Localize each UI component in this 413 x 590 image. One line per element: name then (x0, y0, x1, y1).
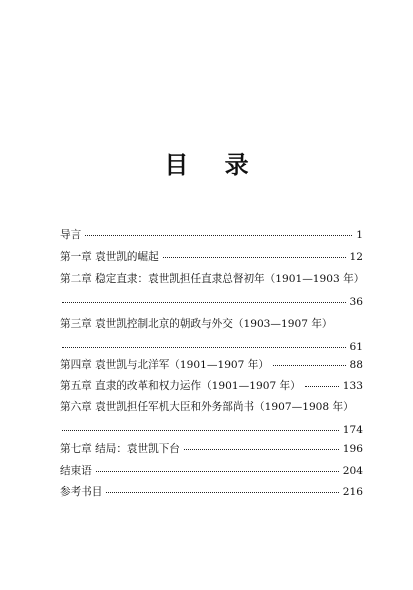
toc-entry-title: 第六章 袁世凯担任军机大臣和外务部尚书（1907—1908 年） (60, 401, 354, 413)
dot-leader (163, 256, 346, 258)
toc-entry-page: 36 (349, 296, 363, 308)
dot-leader (106, 491, 338, 493)
page-title: 目 录 (164, 150, 263, 179)
toc-entry-page: 204 (342, 465, 363, 477)
toc-entry-title: 第四章 袁世凯与北洋军（1901—1907 年） (60, 359, 269, 371)
toc-entry-page: 88 (349, 359, 363, 371)
toc-entry-title: 第七章 结局：袁世凯下台 (60, 443, 180, 455)
toc-entry-title: 第三章 袁世凯控制北京的朝政与外交（1903—1907 年） (60, 318, 333, 330)
toc-entry-chapter-2[interactable] (60, 272, 363, 309)
toc-entry-chapter-6[interactable] (60, 400, 363, 437)
dot-leader (96, 470, 339, 472)
toc-entry-page: 61 (349, 341, 363, 353)
toc-entry-chapter-5[interactable] (60, 379, 363, 393)
dot-leader (273, 364, 346, 366)
dot-leader (85, 234, 352, 236)
toc-entry-chapter-1[interactable] (60, 250, 363, 264)
toc-entry-title: 第一章 袁世凯的崛起 (60, 251, 159, 263)
toc-entry-title: 参考书目 (60, 486, 103, 498)
toc-entry-introduction[interactable] (60, 228, 363, 242)
toc-entry-chapter-4[interactable] (60, 358, 363, 372)
toc-entry-title: 第二章 稳定直隶：袁世凯担任直隶总督初年（1901—1903 年） (60, 273, 365, 285)
toc-entry-conclusion[interactable] (60, 464, 363, 478)
toc-entry-page: 174 (342, 424, 363, 436)
toc-entry-page: 216 (342, 486, 363, 498)
toc-entry-page: 12 (349, 251, 363, 263)
dot-leader (62, 429, 339, 431)
dot-leader (62, 346, 346, 348)
toc-entry-page: 1 (356, 229, 363, 241)
toc-entry-page: 196 (342, 443, 363, 455)
toc-entry-title: 第五章 直隶的改革和权力运作（1901—1907 年） (60, 380, 301, 392)
toc-entry-chapter-7[interactable] (60, 442, 363, 456)
dot-leader (305, 385, 339, 387)
toc-entry-bibliography[interactable] (60, 485, 363, 499)
toc-entry-chapter-3[interactable] (60, 317, 363, 354)
toc-entry-title: 导言 (60, 229, 82, 241)
toc-entry-title: 结束语 (60, 465, 92, 477)
dot-leader (184, 448, 339, 450)
dot-leader (62, 301, 346, 303)
toc-entry-page: 133 (342, 380, 363, 392)
